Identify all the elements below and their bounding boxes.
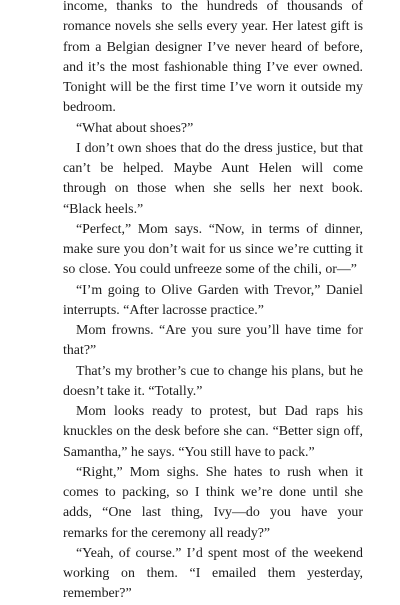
paragraph-7: That’s my brother’s cue to change his plans, but he doesn’t take it. “Totally.” [63, 363, 363, 399]
paragraph-8: Mom looks ready to protest, but Dad raps his knuckles on the desk before she can. “Better sign off, Samantha,” he says. “You still have to pack.” [63, 404, 363, 460]
paragraph-6: Mom frowns. “Are you sure you’ll have time for that?” [63, 323, 363, 359]
body-text [63, 0, 363, 605]
paragraph-2: “What about shoes?” [76, 120, 194, 136]
paragraph-3: I don’t own shoes that do the dress justice, but that can’t be helped. Maybe Aunt Helen will come through on those when she sells her next book. “Black heels.” [63, 140, 363, 217]
paragraph-1: income, thanks to the hundreds of thousands of romance novels she sells every year. Her latest gift is from a Belgian designer I’ve never heard of before, and it’s the most fashionable thing I’ve ever owned. Tonight will be the first time I’ve worn it outside my bedroom. [63, 0, 363, 116]
paragraph-10: “Yeah, of course.” I’d spent most of the weekend working on them. “I emailed them yesterday, remember?” [63, 545, 363, 602]
paragraph-4: “Perfect,” Mom says. “Now, in terms of dinner, make sure you don’t wait for us since we’re cutting it so close. You could unfreeze some of the chili, or—” [63, 221, 363, 278]
paragraph-9: “Right,” Mom sighs. She hates to rush when it comes to packing, so I think we’re done until she adds, “One last thing, Ivy—do you have your remarks for the ceremony all ready?” [63, 464, 363, 541]
paragraph-5: “I’m going to Olive Garden with Trevor,” Daniel interrupts. “After lacrosse practice.” [63, 282, 363, 318]
